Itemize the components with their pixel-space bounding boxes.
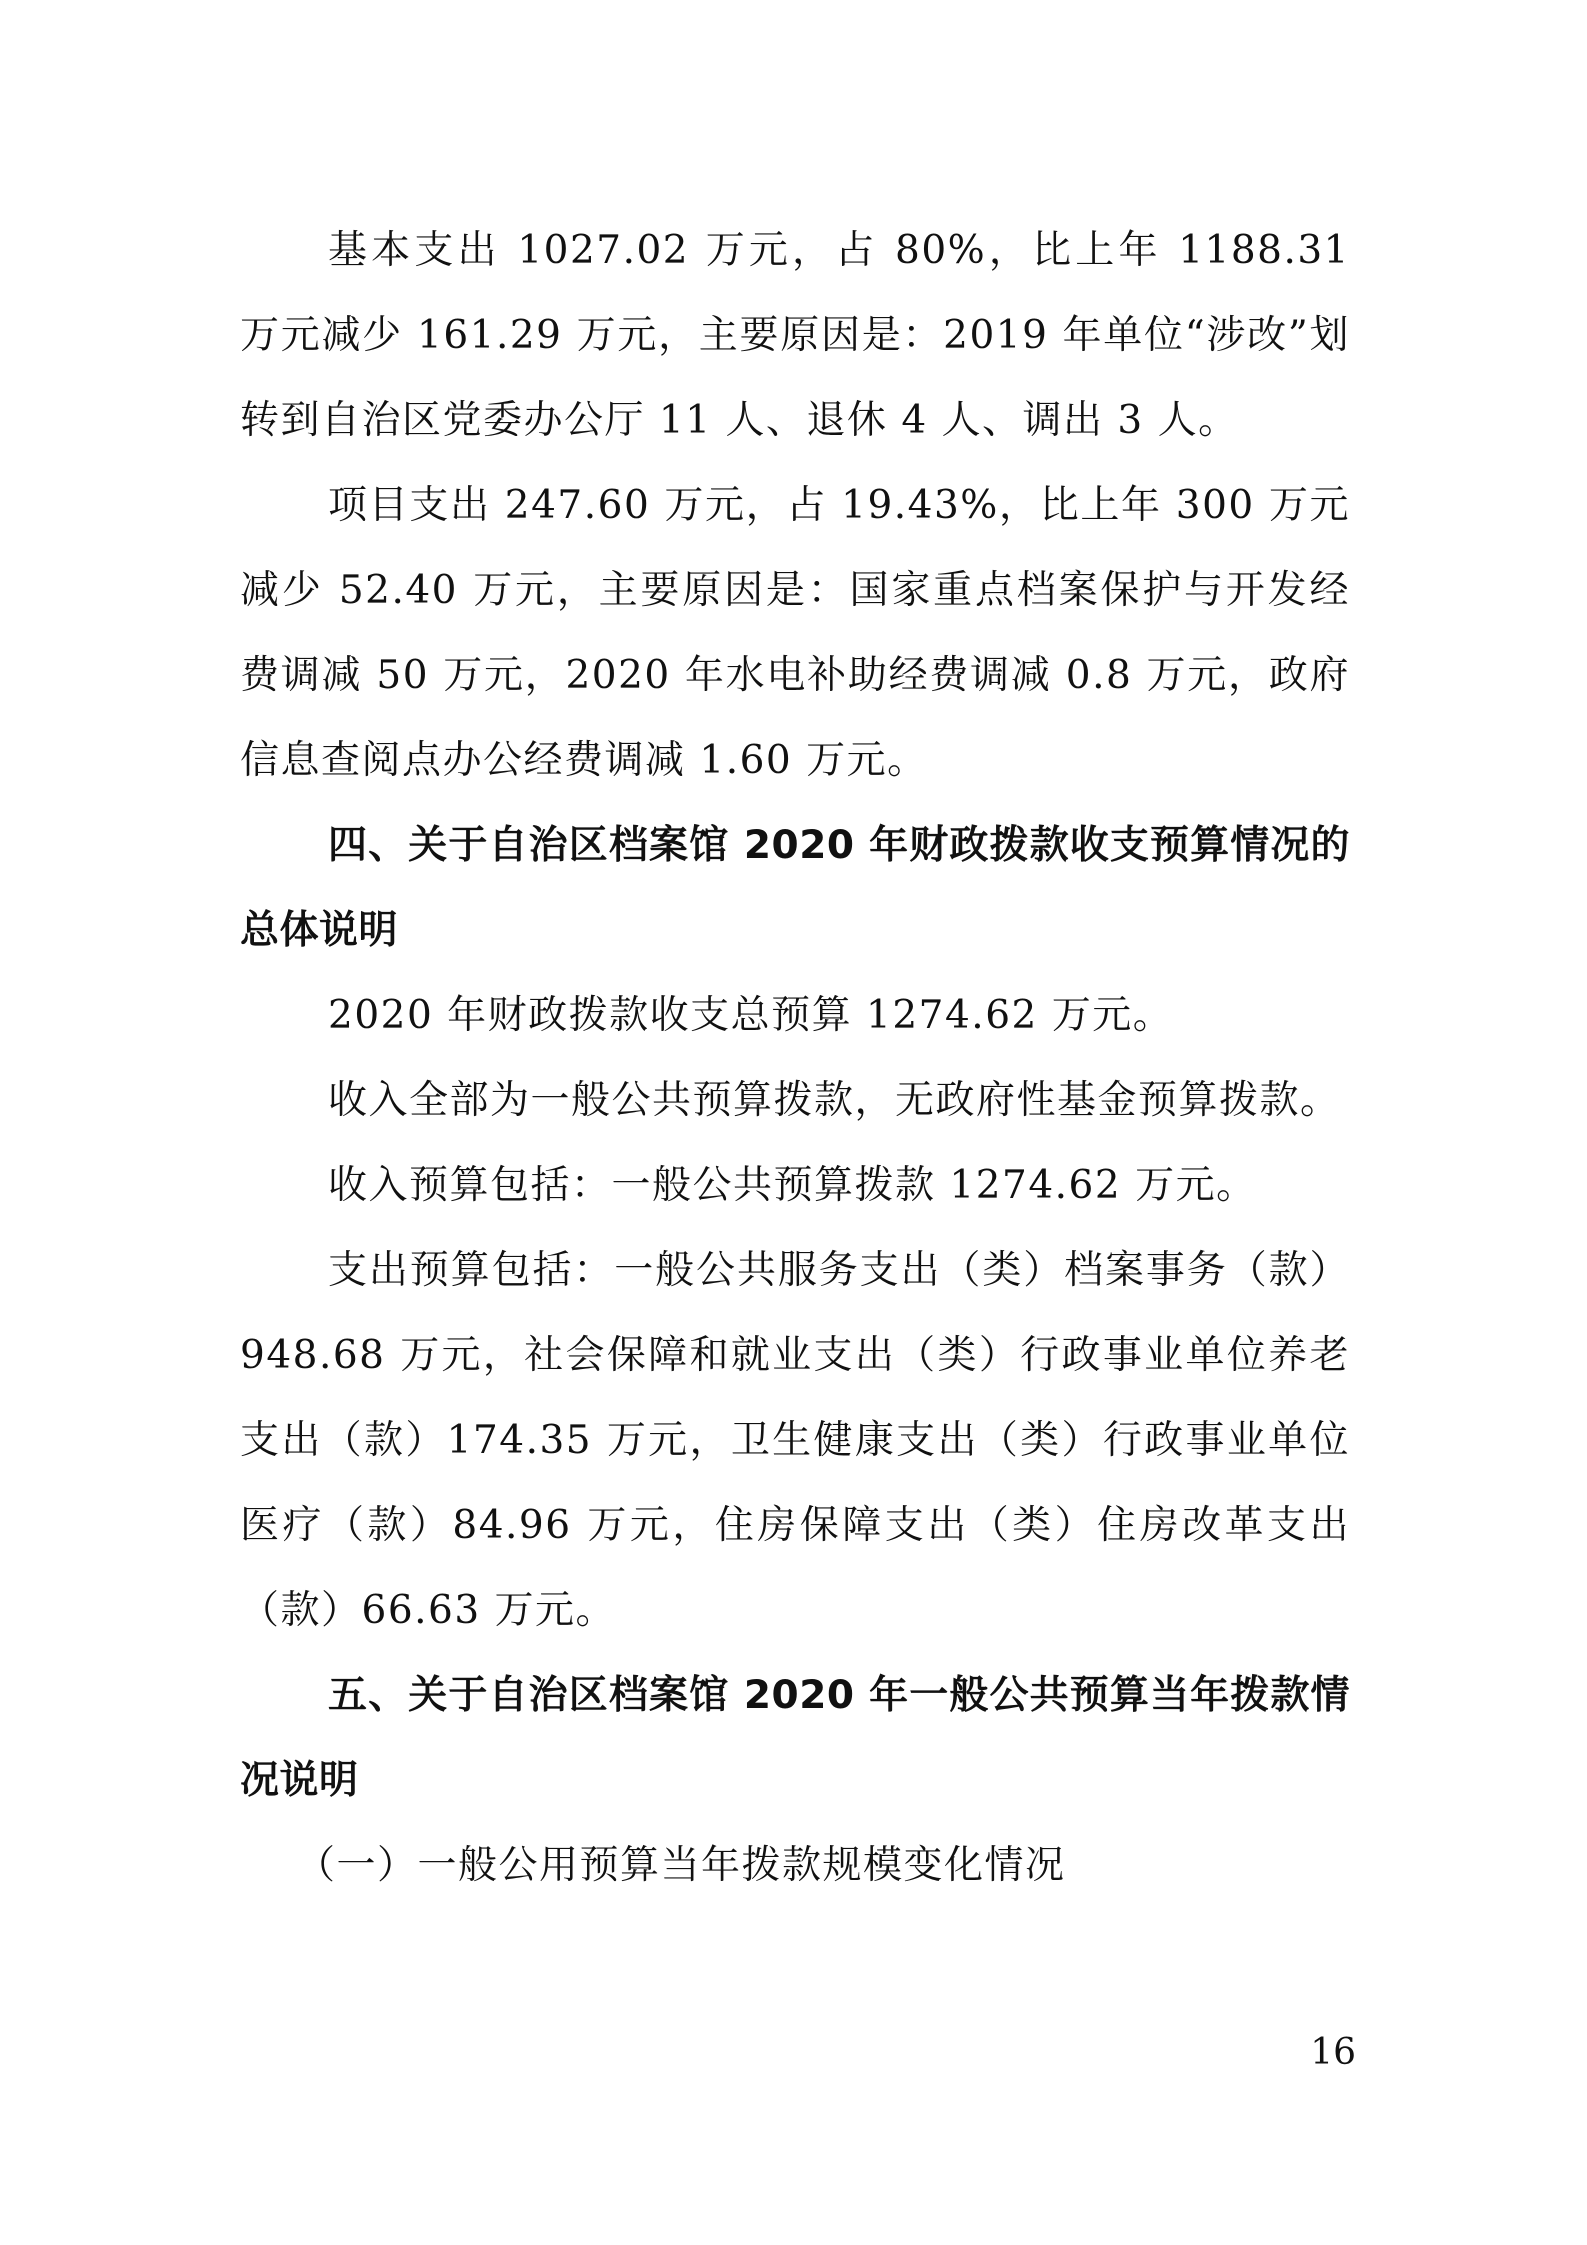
section-heading-four: 四、关于自治区档案馆 2020 年财政拨款收支预算情况的总体说明 <box>240 823 1350 953</box>
paragraph-income-source: 收入全部为一般公共预算拨款，无政府性基金预算拨款。 <box>328 1078 1341 1123</box>
paragraph-expenditure-budget: 支出预算包括：一般公共服务支出（类）档案事务（款）948.68 万元，社会保障和就业支出（类）行政事业单位养老支出（款）174.35 万元，卫生健康支出（类）行政事业单位医疗（款）84.96 万元，住房保障支出（类）住房改革支出（款）66.63 万元。 <box>240 1248 1350 1633</box>
page-number: 16 <box>1310 2032 1356 2073</box>
body-text <box>240 208 1350 1908</box>
section-heading-five: 五、关于自治区档案馆 2020 年一般公共预算当年拨款情况说明 <box>240 1673 1350 1803</box>
paragraph-total-budget: 2020 年财政拨款收支总预算 1274.62 万元。 <box>328 993 1174 1038</box>
paragraph-project-expenditure: 项目支出 247.60 万元，占 19.43%，比上年 300 万元减少 52.40 万元，主要原因是：国家重点档案保护与开发经费调减 50 万元，2020 年水电补助经费调减 0.8 万元，政府信息查阅点办公经费调减 1.60 万元。 <box>240 483 1350 783</box>
paragraph-basic-expenditure: 基本支出 1027.02 万元，占 80%，比上年 1188.31 万元减少 161.29 万元，主要原因是：2019 年单位“涉改”划转到自治区党委办公厅 11 人、退休 4 人、调出 3 人。 <box>240 228 1351 443</box>
subsection-heading-one: （一）一般公用预算当年拨款规模变化情况 <box>296 1843 1066 1888</box>
paragraph-income-budget: 收入预算包括：一般公共预算拨款 1274.62 万元。 <box>328 1163 1257 1208</box>
